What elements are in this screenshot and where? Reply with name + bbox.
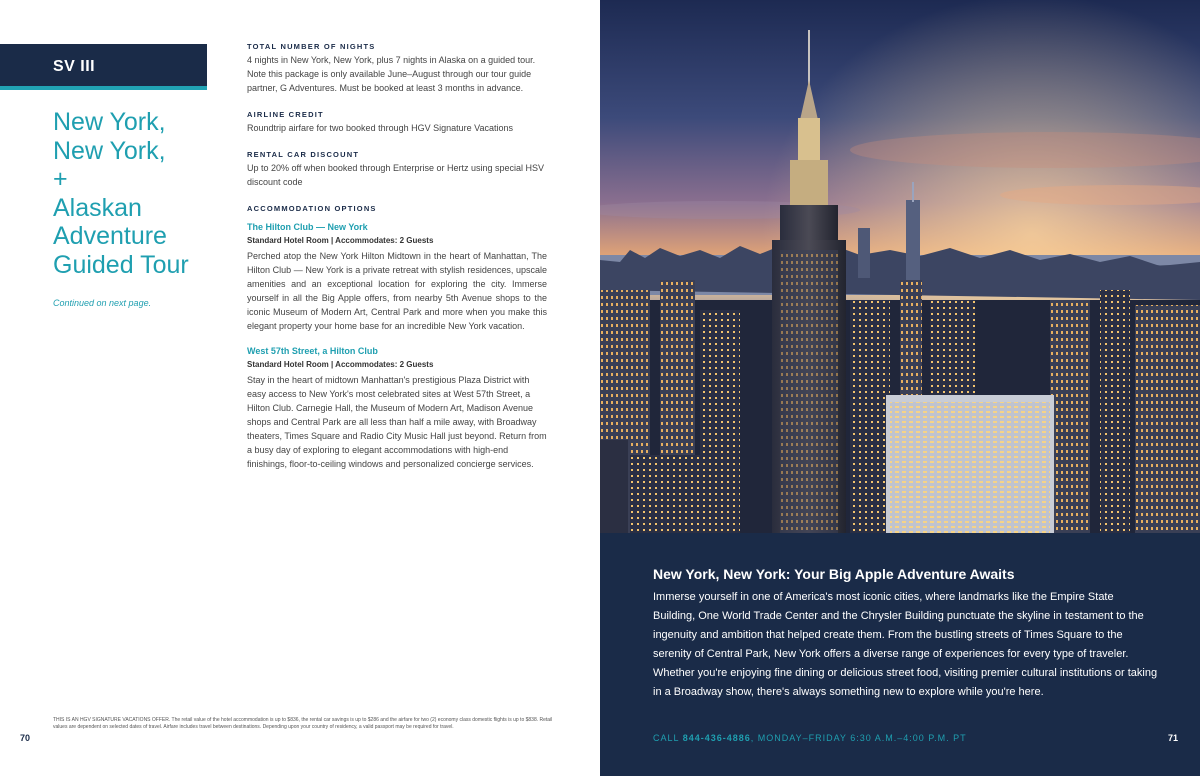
legal-footnote: THIS IS AN HGV SIGNATURE VACATIONS OFFER. The retail value of the hotel accommodation is up to $836, the rental car savings is up to $286 and the airfare for two (2) economy class domestic flights is up to $838. Retail values are dependent on selected dates of travel. Airfare includes travel between destinations. Depending upon your country of residency, a valid passport may be required for travel. xyxy=(53,717,553,730)
continued-note: Continued on next page. xyxy=(53,298,152,308)
right-page xyxy=(600,0,1200,776)
rental-body: Up to 20% off when booked through Enterprise or Hertz using special HSV discount code xyxy=(247,163,544,187)
hotel-name: The Hilton Club — New York xyxy=(247,222,368,232)
phone-number[interactable]: 844-436-4886 xyxy=(682,733,751,743)
accommodation-heading: ACCOMMODATION OPTIONS xyxy=(247,204,377,213)
hotel-description: Stay in the heart of midtown Manhattan's prestigious Plaza District with easy access to New York's most celebrated sites at West 57th Street, a Hilton Club. Carnegie Hall, the Museum of Modern Art, Madison Avenue shops and Central Park are all less than half a mile away, with Broadway theaters, Times Square and Radio City Music Hall just beyond. Return from a busy day of exploring to elegant accommodations with high-end finishings, floor-to-ceiling windows and personalized concierge services. xyxy=(247,375,547,469)
panel-body: Immerse yourself in one of America's most iconic cities, where landmarks like the Empire State Building, One World Trade Center and the Chrysler Building punctuate the skyline in testament to the ingenuity and ambition that helped create them. From the bustling streets of Times Square to the serenity of Central Park, New York offers a diverse range of experiences for every type of traveler. Whether you're enjoying fine dining or delicious street food, visiting premier cultural institutions or taking in a Broadway show, there's always something new to explore while you're here. xyxy=(653,591,1158,698)
page-number: 70 xyxy=(20,733,31,743)
title-line: New York, xyxy=(53,108,166,136)
hotel-room-info: Standard Hotel Room | Accommodates: 2 Guests xyxy=(247,360,434,369)
title-line: + xyxy=(53,165,68,193)
skyline-illustration xyxy=(600,0,1200,533)
page-title xyxy=(53,108,213,279)
nights-body: 4 nights in New York, New York, plus 7 nights in Alaska on a guided tour. Note this package is only available June–August through our tour guide partner, G Adventures. Must be booked at least 3 months in advance. xyxy=(247,55,536,93)
section-tag: SV III xyxy=(53,58,96,75)
details-column xyxy=(247,42,547,471)
title-line: Adventure xyxy=(53,222,167,250)
panel-title: New York, New York: Your Big Apple Adventure Awaits xyxy=(653,566,1015,582)
call-line xyxy=(653,733,967,743)
city-skyline-photo xyxy=(600,0,1200,533)
title-line: Alaskan xyxy=(53,193,142,222)
call-hours: , MONDAY–FRIDAY 6:30 A.M.–4:00 P.M. PT xyxy=(750,733,967,743)
airline-body: Roundtrip airfare for two booked through HGV Signature Vacations xyxy=(247,123,513,133)
title-line: Guided Tour xyxy=(53,250,189,279)
hotel-name: West 57th Street, a Hilton Club xyxy=(247,346,378,356)
hotel-description: Perched atop the New York Hilton Midtown in the heart of Manhattan, The Hilton Club — New York is a private retreat with stylish residences, upscale amenities and an exceptional location for exploring the city. Immerse yourself in all the Big Apple offers, from nearby 5th Avenue shops to the iconic Museum of Modern Art, Central Park and more when you make this elegant property your home base for an incredible New York vacation. xyxy=(247,251,547,331)
page-number: 71 xyxy=(1168,733,1179,743)
section-tag-bar xyxy=(0,44,207,90)
hotel-room-info: Standard Hotel Room | Accommodates: 2 Guests xyxy=(247,236,434,245)
title-line: New York, xyxy=(53,136,166,165)
nights-heading: TOTAL NUMBER OF NIGHTS xyxy=(247,42,376,51)
rental-heading: RENTAL CAR DISCOUNT xyxy=(247,150,360,159)
feature-panel xyxy=(600,533,1200,776)
airline-heading: AIRLINE CREDIT xyxy=(247,110,324,119)
call-prefix: CALL xyxy=(653,733,683,743)
